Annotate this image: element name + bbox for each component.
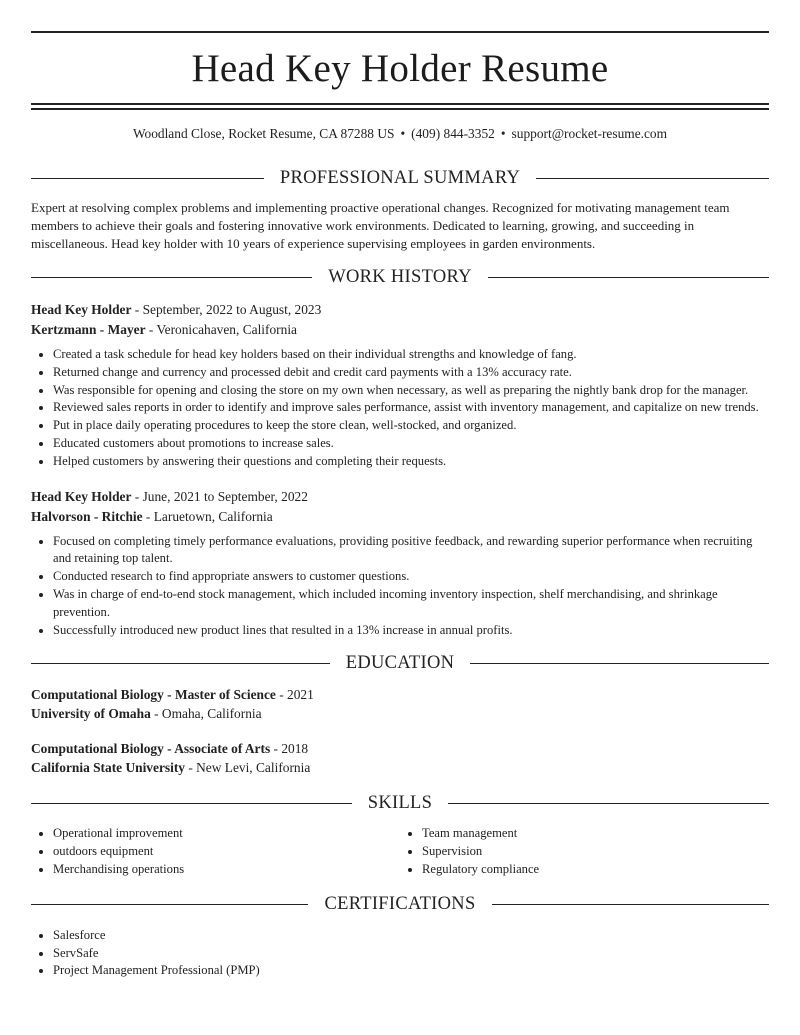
contact-phone: (409) 844-3352 <box>411 126 495 141</box>
divider <box>536 178 769 179</box>
divider <box>31 277 312 278</box>
skills-column-right <box>400 825 769 878</box>
list-item: • Supervision <box>422 843 769 861</box>
divider <box>488 277 769 278</box>
page-title: Head Key Holder Resume <box>191 47 609 90</box>
job-location: - Veronicahaven, California <box>145 322 297 337</box>
list-item: • ServSafe <box>53 945 769 963</box>
work-section-header <box>31 265 769 289</box>
education-entry <box>31 739 769 777</box>
job-bullets <box>31 346 769 471</box>
certifications-heading: CERTIFICATIONS <box>324 894 476 915</box>
skills-section-header <box>31 791 769 815</box>
list-item: • Reviewed sales reports in order to identify and improve sales performance, assist with inventory management, and capitalize on new trends. <box>53 399 769 417</box>
list-item: • Helped customers by answering their questions and completing their requests. <box>53 453 769 471</box>
list-item: • Successfully introduced new product lines that resulted in a 13% increase in annual profits. <box>53 622 769 640</box>
school-line <box>31 758 769 777</box>
summary-heading: PROFESSIONAL SUMMARY <box>279 167 521 188</box>
divider <box>31 904 308 905</box>
list-item: • Regulatory compliance <box>422 861 769 879</box>
job-title: Head Key Holder <box>31 302 132 317</box>
contact-separator: • <box>500 126 506 141</box>
list-item: • Created a task schedule for head key holders based on their individual strengths and knowledge of fang. <box>53 346 769 364</box>
list-item: • Was responsible for opening and closing the store on my own when necessary, as well as preparing the nightly bank drop for the manager. <box>53 382 769 400</box>
list-item: • Merchandising operations <box>53 861 400 879</box>
divider <box>31 178 264 179</box>
job-company-line <box>31 507 769 526</box>
skills-column-left <box>31 825 400 878</box>
list-item: • Was in charge of end-to-end stock management, which included incoming inventory inspection, shelf merchandising, and shrinkage prevention. <box>53 586 769 622</box>
skills-list <box>31 825 769 878</box>
job-dates: - June, 2021 to September, 2022 <box>131 488 308 504</box>
contact-address: Woodland Close, Rocket Resume, CA 87288 US <box>132 126 395 141</box>
title-double-rule <box>31 103 769 110</box>
list-item: • Put in place daily operating procedures to keep the store clean, well-stocked, and organized. <box>53 417 769 435</box>
degree: Computational Biology - Master of Science <box>31 687 276 703</box>
list-item: • Salesforce <box>53 927 769 945</box>
resume-page <box>31 31 769 980</box>
school: University of Omaha <box>31 706 151 722</box>
job-company-line <box>31 320 769 339</box>
certifications-section-header <box>31 893 769 917</box>
job-title: Head Key Holder <box>31 488 132 504</box>
divider <box>492 904 769 905</box>
school-line <box>31 704 769 723</box>
top-rule <box>31 31 769 33</box>
summary-text: Expert at resolving complex problems and implementing proactive operational changes. Recognized for motivating management team members to achieve their goals and fostering innovative work environments. Dedicated to learning, growing, and succeeding in miscellaneous. Head key holder with 10 years of experience supervising employees in garden environments. <box>31 200 730 251</box>
job-company: Halvorson - Ritchie <box>31 508 143 524</box>
school: California State University <box>31 760 185 776</box>
degree-year: - 2018 <box>270 741 309 757</box>
list-item: • outdoors equipment <box>53 843 400 861</box>
job-title-line <box>31 300 769 319</box>
list-item: • Returned change and currency and processed debit and credit card payments with a 13% accuracy rate. <box>53 364 769 382</box>
divider <box>470 663 769 664</box>
job-dates: - September, 2022 to August, 2023 <box>131 302 322 317</box>
education-entry <box>31 685 769 723</box>
list-item: • Educated customers about promotions to increase sales. <box>53 435 769 453</box>
work-heading: WORK HISTORY <box>328 266 472 287</box>
job-entry <box>31 487 769 640</box>
divider <box>31 803 352 804</box>
education-section-header <box>31 651 769 675</box>
school-location: - Omaha, California <box>150 706 262 722</box>
degree-year: - 2021 <box>275 687 314 703</box>
degree: Computational Biology - Associate of Arts <box>31 741 271 757</box>
job-company: Kertzmann - Mayer <box>31 322 146 337</box>
degree-line <box>31 685 769 704</box>
degree-line <box>31 739 769 758</box>
summary-section-header <box>31 166 769 190</box>
list-item: • Project Management Professional (PMP) <box>53 962 769 980</box>
contact-line <box>31 126 769 146</box>
job-entry <box>31 300 769 471</box>
job-bullets <box>31 533 769 640</box>
divider <box>31 663 330 664</box>
contact-email: support@rocket-resume.com <box>511 126 668 141</box>
job-title-line <box>31 487 769 506</box>
list-item: • Focused on completing timely performance evaluations, providing positive feedback, and rewarding superior performance when recruiting and retaining top talent. <box>53 533 769 569</box>
list-item: • Team management <box>422 825 769 843</box>
school-location: - New Levi, California <box>184 760 311 776</box>
divider <box>448 803 769 804</box>
contact-separator: • <box>400 126 406 141</box>
certifications-list <box>31 927 769 980</box>
education-heading: EDUCATION <box>345 652 455 673</box>
list-item: • Conducted research to find appropriate answers to customer questions. <box>53 568 769 586</box>
skills-heading: SKILLS <box>367 792 433 813</box>
job-location: - Laruetown, California <box>142 508 273 524</box>
list-item: • Operational improvement <box>53 825 400 843</box>
